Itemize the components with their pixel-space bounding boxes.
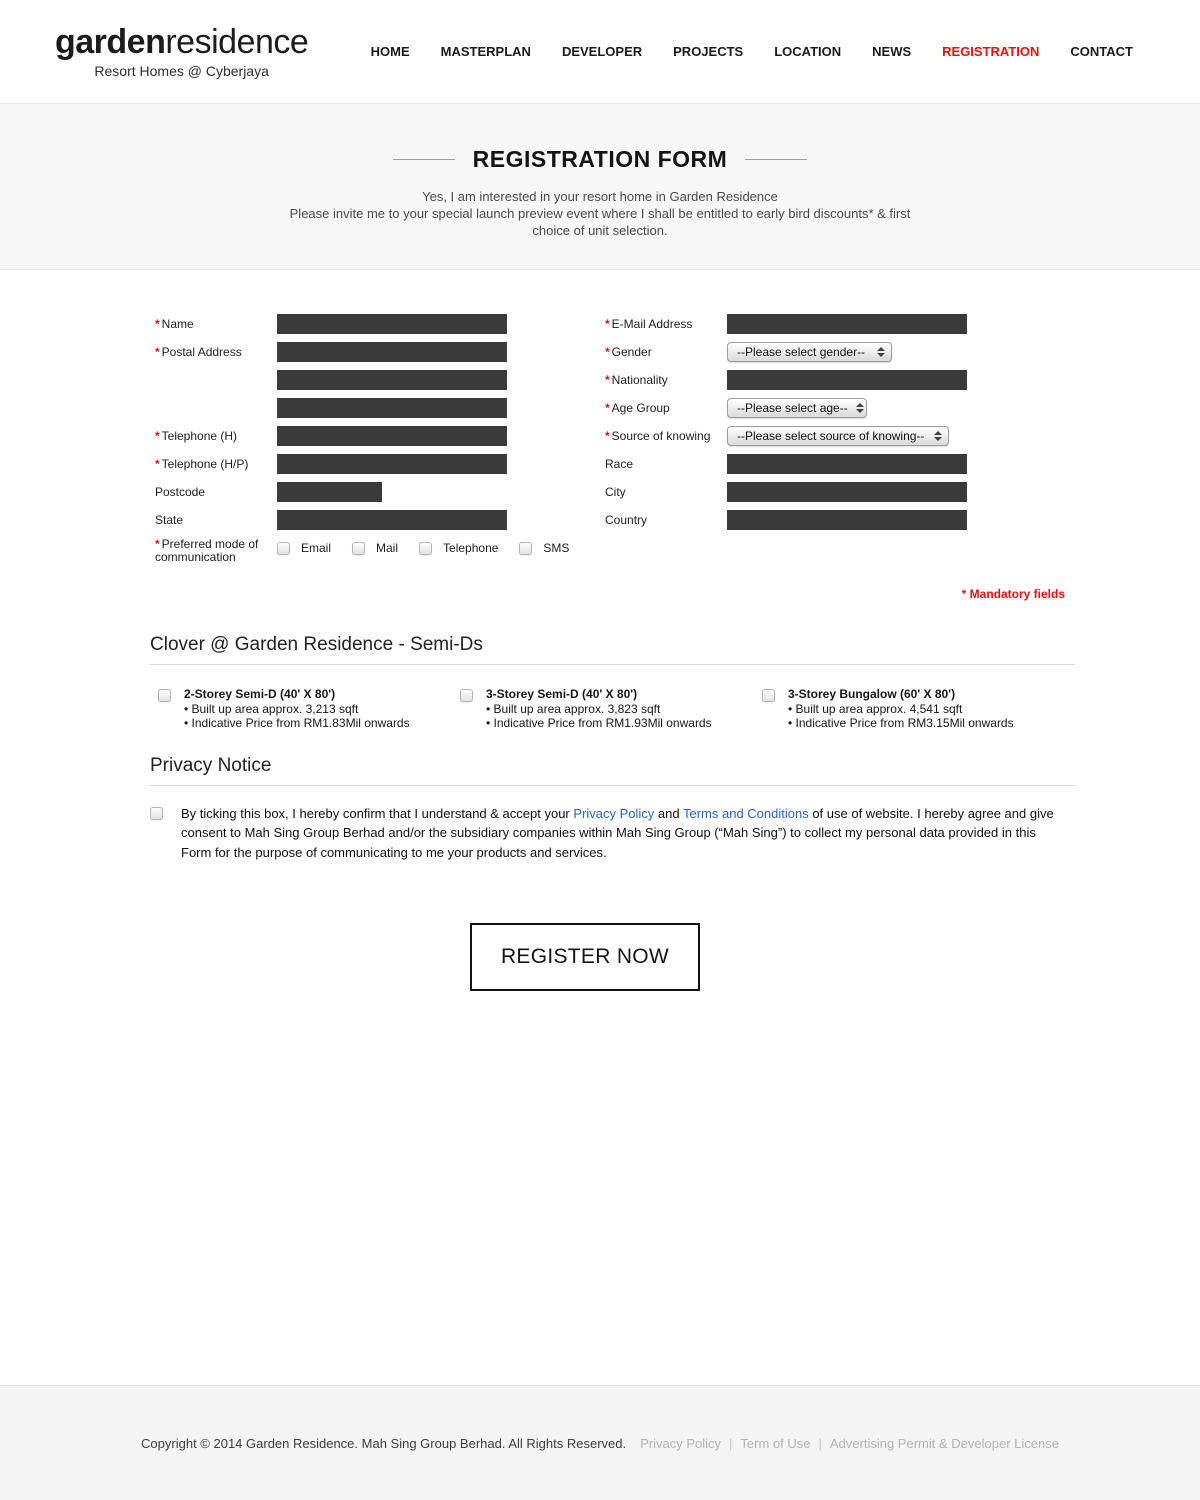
form-columns	[150, 270, 1075, 572]
age-group-select[interactable]	[727, 398, 867, 418]
telephone-checkbox-label: Telephone	[443, 541, 499, 555]
comm-option-mail	[352, 541, 398, 555]
logo-tagline: Resort Homes @ Cyberjaya	[94, 63, 269, 79]
unit-area: • Built up area approx. 4,541 sqft	[788, 701, 963, 716]
email-checkbox[interactable]	[277, 542, 290, 555]
privacy-consent-checkbox[interactable]	[150, 807, 163, 820]
field-row-source	[605, 426, 967, 446]
mail-checkbox[interactable]	[352, 542, 365, 555]
terms-and-conditions-link[interactable]: Terms and Conditions	[682, 805, 809, 821]
hero-band	[0, 103, 1200, 270]
page-title: REGISTRATION FORM	[472, 146, 728, 172]
source-of-knowing-label: * Source of knowing	[605, 428, 711, 443]
main-nav	[371, 44, 1133, 59]
copyright-text: Copyright © 2014 Garden Residence. Mah Sing Group Berhad. All Rights Reserved.	[141, 1435, 627, 1451]
nav-item-developer[interactable]: DEVELOPER	[561, 44, 643, 59]
field-row-age-group	[605, 398, 967, 418]
email-address-input[interactable]	[727, 314, 967, 334]
footer-separator: |	[729, 1435, 733, 1451]
country-input[interactable]	[727, 510, 967, 530]
logo-word-light: residence	[165, 23, 309, 61]
source-of-knowing-select[interactable]	[727, 426, 949, 446]
email-checkbox-label: Email	[301, 541, 332, 555]
section-divider	[150, 664, 1075, 665]
city-input[interactable]	[727, 482, 967, 502]
telephone-h-label: * Telephone (H)	[155, 428, 238, 443]
registration-form	[150, 270, 1075, 991]
field-row-postal3	[155, 398, 507, 418]
privacy-policy-link[interactable]: Privacy Policy	[573, 805, 655, 821]
field-row-gender	[605, 342, 967, 362]
register-now-button[interactable]: REGISTER NOW	[470, 923, 700, 991]
unit-price: • Indicative Price from RM1.83Mil onwards	[184, 716, 410, 730]
comm-option-sms	[519, 541, 569, 555]
footer-advertising-permit-link[interactable]: Advertising Permit & Developer License	[829, 1435, 1059, 1451]
form-column-right	[605, 314, 967, 572]
field-row-telephone-h	[155, 426, 507, 446]
telephone-hp-input[interactable]	[277, 454, 507, 474]
nav-item-registration[interactable]: REGISTRATION	[942, 44, 1040, 59]
footer-privacy-policy-link[interactable]: Privacy Policy	[640, 1435, 722, 1451]
hero-subtitle	[0, 188, 1200, 239]
unit-price: • Indicative Price from RM3.15Mil onwards	[788, 716, 1014, 730]
field-row-preferred-mode	[155, 537, 570, 564]
unit-3storey-semid-checkbox[interactable]	[460, 689, 473, 702]
field-row-postal	[155, 342, 507, 362]
units-section-title: Clover @ Garden Residence - Semi-Ds	[150, 634, 483, 655]
nav-item-contact[interactable]: CONTACT	[1070, 44, 1133, 59]
select-stepper-icon	[856, 403, 864, 413]
country-label: Country	[605, 512, 648, 527]
privacy-section-title: Privacy Notice	[150, 754, 272, 776]
unit-option-2storey-semid	[150, 687, 452, 731]
nav-item-home[interactable]: HOME	[370, 44, 410, 59]
nav-item-projects[interactable]: PROJECTS	[673, 44, 744, 59]
postcode-input[interactable]	[277, 482, 382, 502]
form-column-left	[155, 314, 570, 572]
field-row-country	[605, 510, 967, 530]
unit-name: 3-Storey Bungalow (60' X 80')	[788, 687, 956, 701]
field-row-name	[155, 314, 507, 334]
unit-info	[788, 687, 1014, 731]
comm-option-email	[277, 541, 331, 555]
footer-separator: |	[818, 1435, 822, 1451]
sms-checkbox[interactable]	[519, 542, 532, 555]
age-group-label: * Age Group	[605, 400, 670, 415]
preferred-mode-label: * Preferred mode of communication	[155, 537, 259, 564]
sms-checkbox-label: SMS	[543, 541, 570, 555]
unit-area: • Built up area approx. 3,213 sqft	[184, 701, 359, 716]
comm-option-telephone	[419, 541, 498, 555]
required-asterisk: *	[605, 344, 610, 359]
state-input[interactable]	[277, 510, 507, 530]
site-logo[interactable]	[55, 25, 308, 78]
select-stepper-icon	[934, 431, 942, 441]
required-asterisk: *	[155, 344, 160, 359]
postal-address-input-line2[interactable]	[277, 370, 507, 390]
hero-subtitle-line3: choice of unit selection.	[532, 223, 668, 238]
privacy-consent-row	[150, 804, 1075, 863]
required-asterisk: *	[605, 316, 610, 331]
site-footer	[0, 1385, 1200, 1500]
race-input[interactable]	[727, 454, 967, 474]
telephone-h-input[interactable]	[277, 426, 507, 446]
field-row-nationality	[605, 370, 967, 390]
field-row-telephone-hp	[155, 454, 507, 474]
privacy-consent-text: By ticking this box, I hereby confirm that I understand & accept your Privacy Policy and Terms and Conditions of use of website. I hereby agree and give consent to Mah Sing Group Berhad and/or the subsidiary companies within Mah Sing Group (“Mah Sing”) to collect my personal data provided in this Form for the purpose of communicating to me your products and services.	[181, 805, 1054, 860]
footer-term-of-use-link[interactable]: Term of Use	[740, 1435, 811, 1451]
field-row-city	[605, 482, 967, 502]
required-asterisk: *	[155, 316, 160, 331]
field-row-postcode	[155, 482, 507, 502]
required-asterisk: *	[155, 537, 160, 551]
unit-2storey-semid-checkbox[interactable]	[158, 689, 171, 702]
city-label: City	[605, 484, 626, 499]
title-decor-line-right	[745, 159, 807, 160]
postal-address-label: * Postal Address	[155, 344, 242, 359]
footer-line	[141, 1436, 1059, 1451]
telephone-hp-label: * Telephone (H/P)	[155, 456, 249, 471]
required-asterisk: *	[605, 400, 610, 415]
mail-checkbox-label: Mail	[376, 541, 399, 555]
unit-info	[184, 687, 410, 731]
required-asterisk: *	[605, 372, 610, 387]
communication-options	[277, 541, 590, 555]
nav-item-location[interactable]: LOCATION	[774, 44, 842, 59]
unit-info	[486, 687, 712, 731]
logo-wordmark	[55, 25, 308, 59]
unit-option-3storey-semid	[452, 687, 754, 731]
mandatory-fields-note: * Mandatory fields	[961, 587, 1065, 601]
email-address-label: * E-Mail Address	[605, 316, 693, 331]
gender-select[interactable]	[727, 342, 892, 362]
gender-select-value: --Please select gender--	[737, 345, 866, 359]
site-header	[0, 0, 1200, 103]
postcode-label: Postcode	[155, 484, 206, 499]
field-row-race	[605, 454, 967, 474]
race-label: Race	[605, 456, 634, 471]
hero-title-row	[0, 146, 1200, 173]
logo-word-bold: garden	[55, 23, 166, 61]
select-stepper-icon	[877, 347, 885, 357]
age-group-select-value: --Please select age--	[737, 401, 848, 415]
unit-3storey-bungalow-checkbox[interactable]	[762, 689, 775, 702]
unit-area: • Built up area approx. 3,823 sqft	[486, 701, 661, 716]
field-row-email	[605, 314, 967, 334]
hero-subtitle-line1: Yes, I am interested in your resort home in Garden Residence	[422, 189, 778, 204]
nationality-label: * Nationality	[605, 372, 668, 387]
gender-label: * Gender	[605, 344, 652, 359]
postal-address-input-line1[interactable]	[277, 342, 507, 362]
nationality-input[interactable]	[727, 370, 967, 390]
postal-address-input-line3[interactable]	[277, 398, 507, 418]
name-input[interactable]	[277, 314, 507, 334]
state-label: State	[155, 512, 184, 527]
unit-option-3storey-bungalow	[754, 687, 1056, 731]
section-divider	[150, 785, 1075, 786]
hero-subtitle-line2: Please invite me to your special launch preview event where I shall be entitled to early bird discounts* & first	[289, 206, 911, 221]
nav-item-news[interactable]: NEWS	[872, 44, 912, 59]
unit-options-row	[150, 687, 1075, 731]
nav-item-masterplan[interactable]: MASTERPLAN	[440, 44, 531, 59]
field-row-state	[155, 510, 507, 530]
required-asterisk: *	[605, 428, 610, 443]
unit-name: 2-Storey Semi-D (40' X 80')	[184, 687, 336, 701]
unit-price: • Indicative Price from RM1.93Mil onwards	[486, 716, 712, 730]
field-row-postal2	[155, 370, 507, 390]
required-asterisk: *	[155, 428, 160, 443]
telephone-checkbox[interactable]	[419, 542, 432, 555]
required-asterisk: *	[155, 456, 160, 471]
source-select-value: --Please select source of knowing--	[737, 429, 925, 443]
title-decor-line-left	[393, 159, 455, 160]
unit-name: 3-Storey Semi-D (40' X 80')	[486, 687, 638, 701]
name-label: * Name	[155, 316, 194, 331]
